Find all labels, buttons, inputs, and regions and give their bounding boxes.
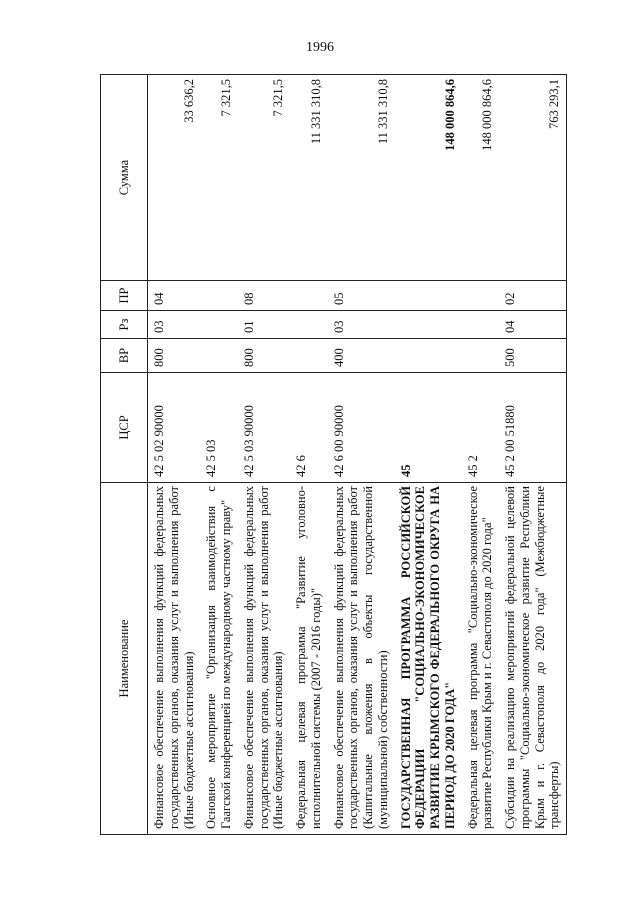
table-row [328,75,395,835]
row-name: Финансовое обеспечение выполнения функций федеральных государственных органов, оказания услуг и выполнения работ (Иные бюджетные ассигнования) [238,483,290,835]
row-pr: 05 [328,281,395,311]
row-sum: 148 000 864,6 [395,75,462,281]
table-row [499,75,567,835]
row-rz: 04 [499,311,567,339]
row-rz [395,311,462,339]
row-name: Федеральная целевая программа "Развитие уголовно-исполнительной системы (2007 - 2016 годы)" [290,483,328,835]
row-vr: 800 [148,339,201,373]
row-name: ГОСУДАРСТВЕННАЯ ПРОГРАММА РОССИЙСКОЙ ФЕДЕРАЦИИ "СОЦИАЛЬНО-ЭКОНОМИЧЕСКОЕ РАЗВИТИЕ КРЫМСКОГО ФЕДЕРАЛЬНОГО ОКРУГА НА ПЕРИОД ДО 2020 ГОДА" [395,483,462,835]
row-name: Федеральная целевая программа "Социально-экономическое развитие Республики Крым и г. Севастополя до 2020 года" [462,483,500,835]
row-name: Основное мероприятие "Организация взаимодействия с Гаагской конференцией по международному частному праву" [200,483,238,835]
row-name: Финансовое обеспечение выполнения функций федеральных государственных органов, оказания услуг и выполнения работ (Иные бюджетные ассигнования) [148,483,201,835]
row-csr: 42 5 03 [200,373,238,483]
row-vr [200,339,238,373]
row-vr: 800 [238,339,290,373]
row-sum: 7 321,5 [238,75,290,281]
header-rz: Рз [101,311,148,339]
row-csr: 45 [395,373,462,483]
row-csr: 42 5 03 90000 [238,373,290,483]
row-csr: 42 5 02 90000 [148,373,201,483]
row-pr [395,281,462,311]
rotated-table-container [100,75,562,835]
table-row-program [395,75,462,835]
header-csr: ЦСР [101,373,148,483]
table-row [290,75,328,835]
row-sum: 7 321,5 [200,75,238,281]
page-number: 1996 [306,40,334,55]
row-sum: 763 293,1 [499,75,567,281]
row-sum: 11 331 310,8 [290,75,328,281]
row-name: Финансовое обеспечение выполнения функций федеральных государственных органов, оказания услуг и выполнения работ (Капитальные вложения в объекты государственной (муниципальной) собственности) [328,483,395,835]
row-rz: 03 [328,311,395,339]
table-row [462,75,500,835]
row-pr [290,281,328,311]
row-sum: 33 636,2 [148,75,201,281]
row-pr: 08 [238,281,290,311]
header-name: Наименование [101,483,148,835]
row-rz [290,311,328,339]
row-rz: 03 [148,311,201,339]
row-sum: 11 331 310,8 [328,75,395,281]
row-vr [462,339,500,373]
row-csr: 42 6 [290,373,328,483]
row-rz [462,311,500,339]
table-row [148,75,201,835]
header-pr: ПР [101,281,148,311]
row-pr: 04 [148,281,201,311]
row-vr: 400 [328,339,395,373]
row-rz: 01 [238,311,290,339]
row-csr: 45 2 00 51880 [499,373,567,483]
budget-table [100,74,567,835]
table-row [238,75,290,835]
row-vr [290,339,328,373]
header-vr: ВР [101,339,148,373]
table-header-row [101,75,148,835]
row-csr: 45 2 [462,373,500,483]
row-pr [200,281,238,311]
row-pr: 02 [499,281,567,311]
row-vr [395,339,462,373]
header-sum: Сумма [101,75,148,281]
row-vr: 500 [499,339,567,373]
row-pr [462,281,500,311]
row-sum: 148 000 864,6 [462,75,500,281]
row-rz [200,311,238,339]
row-name: Субсидии на реализацию мероприятий федеральной целевой программы "Социально-экономическое развитие Республики Крым и г. Севастополя до 2020 года" (Межбюджетные трансферты) [499,483,567,835]
table-row [200,75,238,835]
row-csr: 42 6 00 90000 [328,373,395,483]
